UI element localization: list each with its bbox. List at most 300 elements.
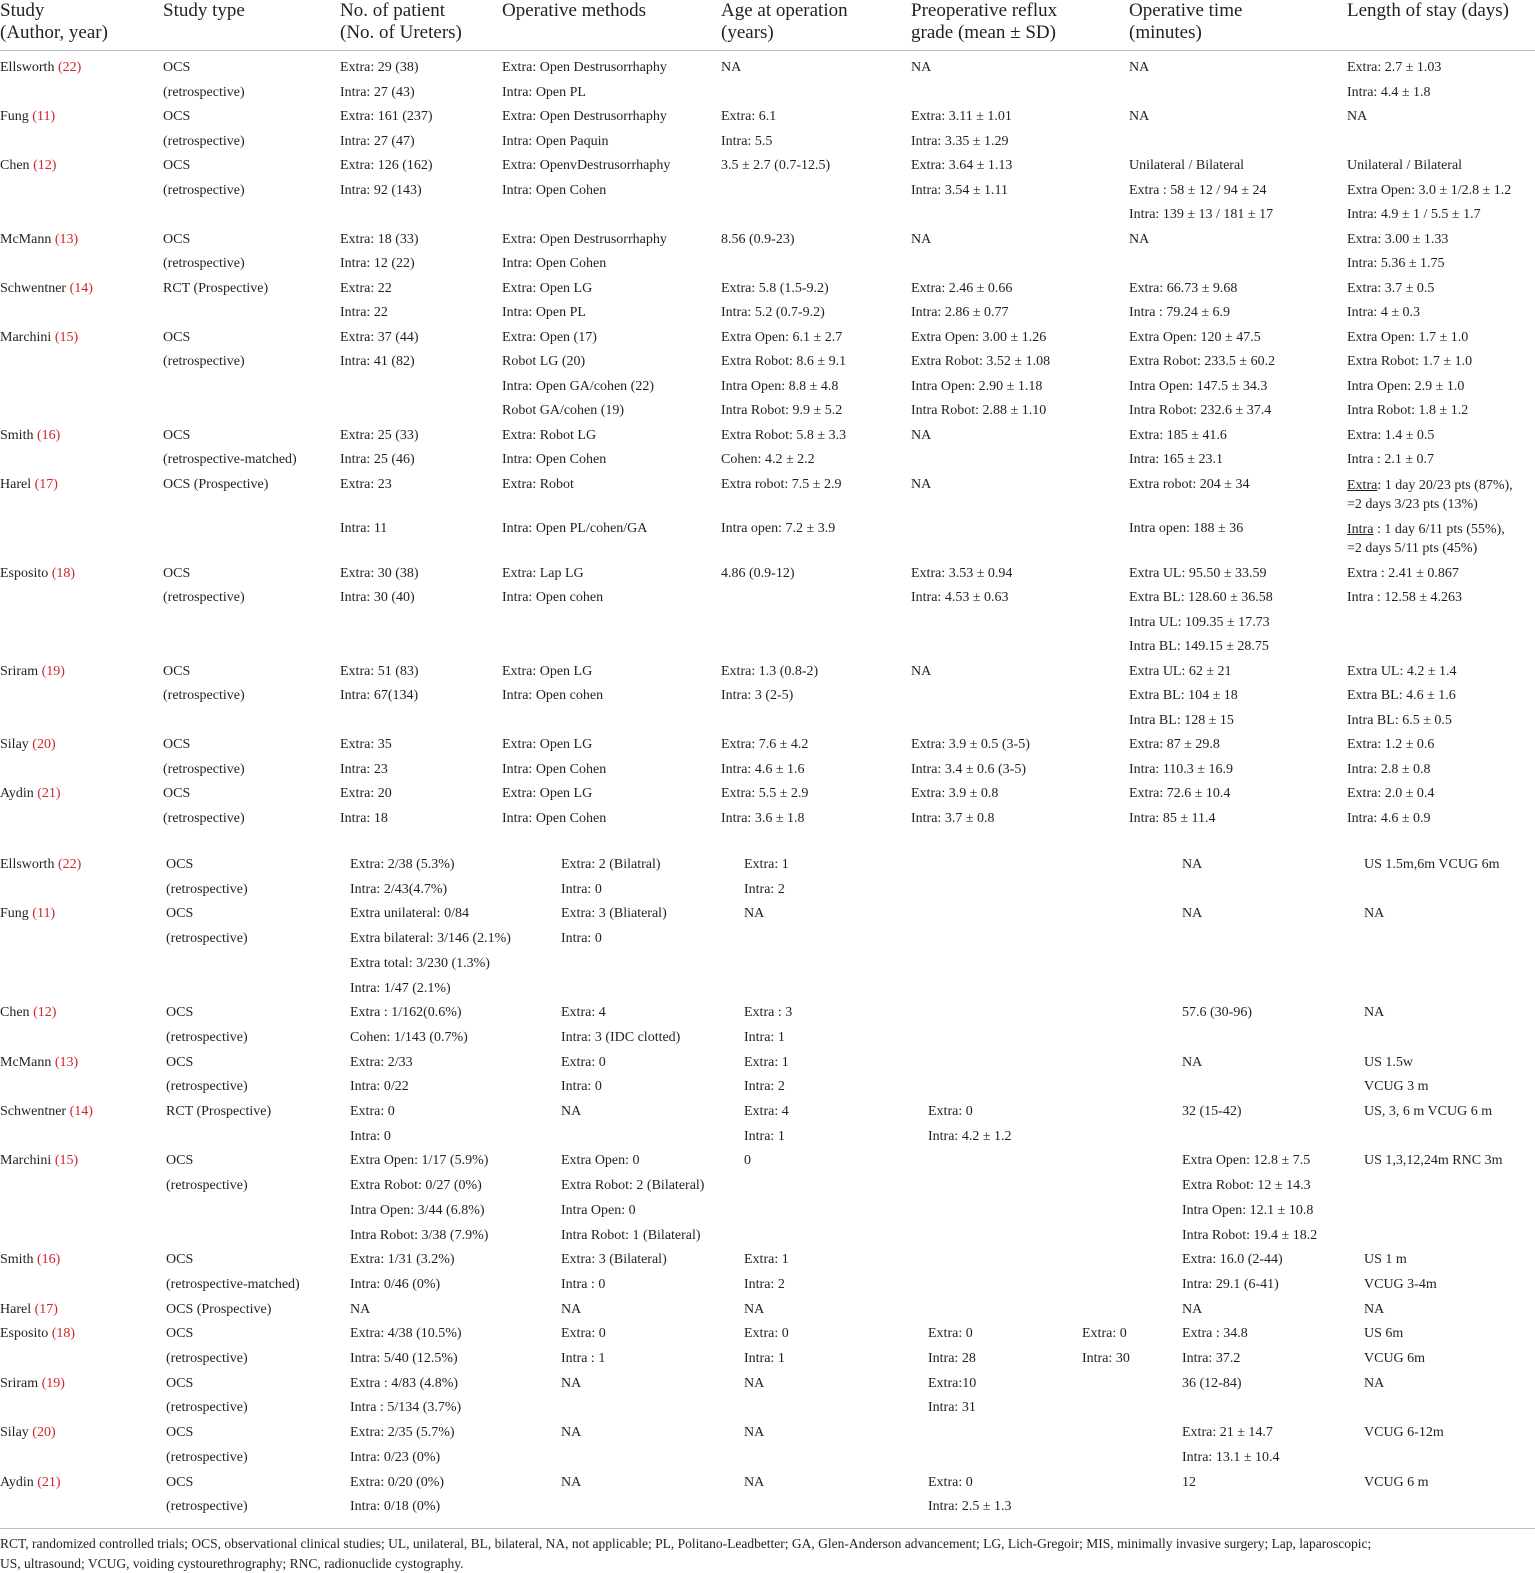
- study-type-cell-line: OCS: [163, 228, 340, 253]
- table-row: [0, 902, 1535, 1001]
- study-ref-link[interactable]: (22): [58, 60, 81, 75]
- value-cell: [561, 1001, 744, 1050]
- value-cell-line: Extra: 0: [561, 1322, 744, 1347]
- value-cell-line: NA: [561, 1100, 744, 1125]
- value-cell-line: Extra: 1: [744, 853, 928, 878]
- study-cell: [0, 733, 163, 782]
- grade-cell-line: Intra: 2.86 ± 0.77: [911, 301, 1129, 326]
- study-ref-link[interactable]: (15): [55, 330, 78, 345]
- value-cell: [744, 1471, 928, 1520]
- value-cell: [928, 853, 1082, 902]
- stay-cell-line: Intra: 2.8 ± 0.8: [1347, 758, 1535, 783]
- patients-cell-line: Intra: 23: [340, 758, 502, 783]
- study-cell: [0, 51, 163, 106]
- study-type-cell-line: OCS: [166, 1248, 350, 1273]
- study-ref-link[interactable]: (21): [37, 1475, 60, 1490]
- methods-cell: [502, 562, 721, 660]
- study-type-cell-line: (retrospective): [166, 1495, 350, 1520]
- value-cell: [1182, 1149, 1364, 1248]
- value-cell: [1082, 1372, 1182, 1421]
- grade-cell: [911, 105, 1129, 154]
- value-cell-line: US 1.5w: [1364, 1051, 1535, 1076]
- value-cell-line: Intra: 0/46 (0%): [350, 1273, 561, 1298]
- time-cell: [1129, 326, 1347, 424]
- study-ref-link[interactable]: (21): [37, 786, 60, 801]
- stay-cell-line: [1347, 476, 1535, 495]
- value-cell: [561, 1471, 744, 1520]
- column-header: [340, 0, 502, 51]
- stay-cell-line: [1347, 520, 1535, 539]
- value-cell-line: US, 3, 6 m VCUG 6 m: [1364, 1100, 1535, 1125]
- stay-cell-line: Extra : 2.41 ± 0.867: [1347, 562, 1535, 587]
- grade-cell-line: Extra: 3.53 ± 0.94: [911, 562, 1129, 587]
- age-cell-line: Extra Robot: 5.8 ± 3.3: [721, 424, 911, 449]
- study-author: Fung: [0, 906, 29, 921]
- value-cell: [350, 1298, 561, 1323]
- grade-cell: [911, 562, 1129, 660]
- grade-cell-line: Intra Open: 2.90 ± 1.18: [911, 375, 1129, 400]
- study-ref-link[interactable]: (16): [37, 428, 60, 443]
- methods-cell: [502, 105, 721, 154]
- study-type-cell: [166, 1471, 350, 1520]
- time-cell: [1129, 562, 1347, 660]
- stay-cell: [1347, 326, 1535, 424]
- age-cell-line: Extra: 6.1: [721, 105, 911, 130]
- study-type-cell: [166, 1051, 350, 1100]
- value-cell-line: NA: [744, 902, 928, 927]
- age-cell-line: Intra: 5.2 (0.7-9.2): [721, 301, 911, 326]
- age-cell-line: Extra robot: 7.5 ± 2.9: [721, 473, 911, 498]
- value-cell-line: VCUG 6 m: [1364, 1471, 1535, 1496]
- time-cell-line: Extra BL: 104 ± 18: [1129, 684, 1347, 709]
- stay-cell-line: Extra: 2.0 ± 0.4: [1347, 782, 1535, 807]
- study-author: Aydin: [0, 1475, 34, 1490]
- study-type-cell: [166, 1248, 350, 1297]
- grade-cell: [911, 660, 1129, 734]
- value-cell: [1364, 853, 1535, 902]
- methods-cell-line: Extra: Open LG: [502, 782, 721, 807]
- patients-cell-line: Intra: 30 (40): [340, 586, 502, 611]
- patients-cell-line: Extra: 20: [340, 782, 502, 807]
- study-ref-link[interactable]: (13): [55, 232, 78, 247]
- study-type-cell-line: (retrospective): [166, 927, 350, 952]
- value-cell-line: Intra: 0: [561, 1075, 744, 1100]
- table-row: [0, 1100, 1535, 1149]
- study-ref-link[interactable]: (13): [55, 1055, 78, 1070]
- time-cell-line: NA: [1129, 228, 1347, 253]
- patients-cell-line: Extra: 161 (237): [340, 105, 502, 130]
- time-cell-line: Intra UL: 109.35 ± 17.73: [1129, 611, 1347, 636]
- value-cell: [1082, 1051, 1182, 1100]
- value-cell: [350, 1421, 561, 1470]
- column-header-line: Study type: [163, 0, 340, 22]
- patients-cell: [340, 782, 502, 831]
- value-cell: [1182, 1001, 1364, 1050]
- study-ref-link[interactable]: (17): [35, 1302, 58, 1317]
- table-row: [0, 1001, 1535, 1050]
- grade-cell-line: Intra: 3.54 ± 1.11: [911, 179, 1129, 204]
- time-cell-line: Extra UL: 62 ± 21: [1129, 660, 1347, 685]
- study-ref-link[interactable]: (12): [33, 1005, 56, 1020]
- value-cell: [744, 1372, 928, 1421]
- study-author: Schwentner: [0, 1104, 66, 1119]
- value-cell-line: Extra Open: 1/17 (5.9%): [350, 1149, 561, 1174]
- footnote-line: RCT, randomized controlled trials; OCS, observational clinical studies; UL, unilateral, BL, bilateral, NA, not applicable; PL, Politano-Leadbetter; GA, Glen-Anderson advancement; LG, Lich-Gregoir; MIS, minimally invasive surgery; Lap, laparoscopic;: [0, 1534, 1535, 1554]
- study-type-cell-line: (retrospective): [166, 1347, 350, 1372]
- table-row: [0, 517, 1535, 562]
- time-cell: [1129, 473, 1347, 517]
- value-cell: [350, 1051, 561, 1100]
- value-cell: [1182, 1100, 1364, 1149]
- study-type-cell-line: OCS: [163, 154, 340, 179]
- patients-cell-line: Extra: 23: [340, 473, 502, 498]
- value-cell: [1182, 1372, 1364, 1421]
- methods-cell-line: Extra: Open Destrusorrhaphy: [502, 56, 721, 81]
- grade-cell-line: Extra Robot: 3.52 ± 1.08: [911, 350, 1129, 375]
- value-cell: [561, 1051, 744, 1100]
- grade-cell-line: Intra: 4.53 ± 0.63: [911, 586, 1129, 611]
- study-cell: [0, 1149, 166, 1248]
- patients-cell-line: Extra: 29 (38): [340, 56, 502, 81]
- value-cell-line: Intra: 2: [744, 878, 928, 903]
- study-cell: [0, 1322, 166, 1371]
- value-cell: [561, 1298, 744, 1323]
- stay-cell: [1347, 782, 1535, 831]
- value-cell: [561, 902, 744, 1001]
- time-cell: [1129, 782, 1347, 831]
- patients-cell: [340, 473, 502, 517]
- value-cell: [1182, 1248, 1364, 1297]
- grade-cell-line: Extra: 2.46 ± 0.66: [911, 277, 1129, 302]
- column-header: [1347, 0, 1535, 51]
- value-cell-line: Extra : 34.8: [1182, 1322, 1364, 1347]
- value-cell: [928, 1149, 1082, 1248]
- methods-cell-line: Intra: Open Cohen: [502, 448, 721, 473]
- study-type-cell-line: (retrospective-matched): [166, 1273, 350, 1298]
- study-ref-link[interactable]: (11): [32, 906, 55, 921]
- value-cell: [744, 1001, 928, 1050]
- study-ref-link[interactable]: (18): [52, 566, 75, 581]
- age-cell-line: Cohen: 4.2 ± 2.2: [721, 448, 911, 473]
- stay-cell-line: Extra BL: 4.6 ± 1.6: [1347, 684, 1535, 709]
- grade-cell: [911, 326, 1129, 424]
- methods-cell-line: Extra: Open Destrusorrhaphy: [502, 228, 721, 253]
- age-cell-line: Intra: 3 (2-5): [721, 684, 911, 709]
- patients-cell: [340, 228, 502, 277]
- study-type-cell-line: (retrospective): [163, 807, 340, 832]
- grade-cell-line: Intra: 3.7 ± 0.8: [911, 807, 1129, 832]
- study-ref-link[interactable]: (18): [52, 1326, 75, 1341]
- value-cell: [1364, 1372, 1535, 1421]
- age-cell: [721, 517, 911, 562]
- age-cell-line: Intra: 3.6 ± 1.8: [721, 807, 911, 832]
- study-cell: [0, 1001, 166, 1050]
- study-ref-link[interactable]: (11): [32, 109, 55, 124]
- stay-detail: : 1 day 20/23 pts (87%),: [1377, 478, 1512, 493]
- time-cell-line: Extra robot: 204 ± 34: [1129, 473, 1347, 498]
- value-cell: [1082, 1298, 1182, 1323]
- age-cell-line: 4.86 (0.9-12): [721, 562, 911, 587]
- study-type-cell-line: OCS: [166, 1051, 350, 1076]
- study-type-cell: [163, 562, 340, 660]
- patients-cell-line: Extra: 30 (38): [340, 562, 502, 587]
- value-cell: [1182, 1471, 1364, 1520]
- value-cell-line: US 1 m: [1364, 1248, 1535, 1273]
- value-cell: [1182, 902, 1364, 1001]
- study-ref-link[interactable]: (19): [42, 664, 65, 679]
- stay-cell: [1347, 733, 1535, 782]
- study-author: Sriram: [0, 1376, 38, 1391]
- time-cell-line: Extra: 185 ± 41.6: [1129, 424, 1347, 449]
- grade-cell: [911, 51, 1129, 106]
- grade-cell-line: Intra Robot: 2.88 ± 1.10: [911, 399, 1129, 424]
- time-cell: [1129, 228, 1347, 277]
- age-cell: [721, 660, 911, 734]
- stay-cell-line: Intra: 4 ± 0.3: [1347, 301, 1535, 326]
- column-header-line: Length of stay (days): [1347, 0, 1535, 22]
- methods-cell-line: Intra: Open Cohen: [502, 807, 721, 832]
- study-ref-link[interactable]: (17): [35, 477, 58, 492]
- age-cell: [721, 562, 911, 660]
- stay-cell-line: Intra Robot: 1.8 ± 1.2: [1347, 399, 1535, 424]
- study-author: Aydin: [0, 786, 34, 801]
- study-author: Ellsworth: [0, 857, 54, 872]
- stay-cell-line: Intra Open: 2.9 ± 1.0: [1347, 375, 1535, 400]
- value-cell-line: Intra: 0/22: [350, 1075, 561, 1100]
- value-cell: [561, 1372, 744, 1421]
- value-cell: [1082, 1100, 1182, 1149]
- value-cell: [744, 1149, 928, 1248]
- study-type-cell-line: OCS: [166, 902, 350, 927]
- empty-cell: [163, 517, 340, 562]
- patients-cell-line: Extra: 126 (162): [340, 154, 502, 179]
- study-cell: [0, 277, 163, 326]
- study-type-cell-line: (retrospective): [166, 1026, 350, 1051]
- stay-group-label: Intra: [1347, 522, 1373, 537]
- value-cell-line: Extra: 1/31 (3.2%): [350, 1248, 561, 1273]
- value-cell-line: Intra : 1: [561, 1347, 744, 1372]
- methods-cell-line: Extra: Lap LG: [502, 562, 721, 587]
- value-cell: [350, 1372, 561, 1421]
- study-ref-link[interactable]: (20): [32, 737, 55, 752]
- methods-cell-line: Robot LG (20): [502, 350, 721, 375]
- patients-cell-line: Intra: 11: [340, 517, 502, 542]
- patients-cell: [340, 51, 502, 106]
- value-cell-line: NA: [1182, 853, 1364, 878]
- time-cell-line: Intra: 110.3 ± 16.9: [1129, 758, 1347, 783]
- stay-cell-line: Extra Open: 1.7 ± 1.0: [1347, 326, 1535, 351]
- patients-cell-line: Intra: 22: [340, 301, 502, 326]
- value-cell: [928, 1471, 1082, 1520]
- stay-cell-line: Extra: 3.00 ± 1.33: [1347, 228, 1535, 253]
- value-cell: [744, 902, 928, 1001]
- study-cell: [0, 660, 163, 734]
- time-cell-line: Intra Open: 147.5 ± 34.3: [1129, 375, 1347, 400]
- value-cell-line: Intra: 31: [928, 1396, 1082, 1421]
- value-cell-line: Extra: 1: [744, 1248, 928, 1273]
- study-ref-link[interactable]: (15): [55, 1153, 78, 1168]
- value-cell-line: Intra: 1: [744, 1347, 928, 1372]
- study-ref-link[interactable]: (19): [42, 1376, 65, 1391]
- grade-cell-line: NA: [911, 56, 1129, 81]
- study-type-cell: [163, 424, 340, 473]
- value-cell: [1082, 1322, 1182, 1371]
- methods-cell-line: Robot GA/cohen (19): [502, 399, 721, 424]
- study-author: Chen: [0, 158, 30, 173]
- age-cell-line: Extra: 7.6 ± 4.2: [721, 733, 911, 758]
- value-cell: [744, 853, 928, 902]
- stay-cell-line: =2 days 5/11 pts (45%): [1347, 539, 1535, 558]
- column-header-line: Preoperative reflux: [911, 0, 1129, 22]
- value-cell-line: Cohen: 1/143 (0.7%): [350, 1026, 561, 1051]
- value-cell: [1082, 902, 1182, 1001]
- methods-cell-line: Intra: Open GA/cohen (22): [502, 375, 721, 400]
- value-cell: [1182, 1298, 1364, 1323]
- methods-cell-line: Intra: Open PL: [502, 81, 721, 106]
- stay-cell-line: Extra Open: 3.0 ± 1/2.8 ± 1.2: [1347, 179, 1535, 204]
- complications-table: [0, 853, 1535, 1520]
- value-cell: [1082, 1248, 1182, 1297]
- grade-cell-line: Intra: 3.4 ± 0.6 (3-5): [911, 758, 1129, 783]
- column-header: [502, 0, 721, 51]
- value-cell: [1364, 902, 1535, 1001]
- stay-cell-line: Intra: 4.6 ± 0.9: [1347, 807, 1535, 832]
- study-type-cell: [163, 733, 340, 782]
- value-cell: [1082, 1471, 1182, 1520]
- stay-cell-line: Intra: 4.4 ± 1.8: [1347, 81, 1535, 106]
- table-row: [0, 660, 1535, 734]
- value-cell: [561, 1322, 744, 1371]
- patients-cell-line: Extra: 37 (44): [340, 326, 502, 351]
- methods-cell-line: Extra: Open Destrusorrhaphy: [502, 105, 721, 130]
- study-ref-link[interactable]: (20): [32, 1425, 55, 1440]
- value-cell-line: Intra: 2.5 ± 1.3: [928, 1495, 1082, 1520]
- age-cell-line: Extra: 5.5 ± 2.9: [721, 782, 911, 807]
- value-cell: [350, 1149, 561, 1248]
- study-type-cell: [166, 1372, 350, 1421]
- patients-cell-line: Extra: 18 (33): [340, 228, 502, 253]
- table-row: [0, 424, 1535, 473]
- grade-cell-line: NA: [911, 660, 1129, 685]
- value-cell-line: NA: [561, 1372, 744, 1397]
- study-type-cell-line: OCS (Prospective): [163, 473, 340, 498]
- study-cell: [0, 1248, 166, 1297]
- grade-cell: [911, 473, 1129, 517]
- value-cell-line: Extra: 0: [1082, 1322, 1182, 1347]
- value-cell-line: Extra: 2/35 (5.7%): [350, 1421, 561, 1446]
- stay-cell: [1347, 473, 1535, 517]
- patients-cell-line: Extra: 51 (83): [340, 660, 502, 685]
- grade-cell-line: Extra: 3.9 ± 0.8: [911, 782, 1129, 807]
- study-ref-link[interactable]: (14): [70, 1104, 93, 1119]
- stay-cell-line: Extra Robot: 1.7 ± 1.0: [1347, 350, 1535, 375]
- grade-cell-line: Extra: 3.11 ± 1.01: [911, 105, 1129, 130]
- value-cell-line: Extra: 0: [928, 1100, 1082, 1125]
- age-cell-line: Intra: 5.5: [721, 130, 911, 155]
- table-body: [0, 51, 1535, 832]
- table-row: [0, 1322, 1535, 1371]
- value-cell: [1364, 1421, 1535, 1470]
- value-cell: [928, 1051, 1082, 1100]
- time-cell-line: Intra: 139 ± 13 / 181 ± 17: [1129, 203, 1347, 228]
- methods-cell-line: Extra: Open LG: [502, 277, 721, 302]
- table-row: [0, 154, 1535, 228]
- study-type-cell-line: (retrospective): [166, 1446, 350, 1471]
- value-cell-line: 12: [1182, 1471, 1364, 1496]
- study-author: Fung: [0, 109, 29, 124]
- value-cell-line: Intra : 5/134 (3.7%): [350, 1396, 561, 1421]
- study-ref-link[interactable]: (22): [58, 857, 81, 872]
- value-cell-line: Intra Robot: 1 (Bilateral): [561, 1224, 744, 1249]
- value-cell-line: Extra: 4: [744, 1100, 928, 1125]
- study-type-cell-line: (retrospective): [163, 586, 340, 611]
- time-cell: [1129, 660, 1347, 734]
- column-header-line: (No. of Ureters): [340, 22, 502, 44]
- patients-cell-line: Intra: 92 (143): [340, 179, 502, 204]
- patients-cell-line: Intra: 41 (82): [340, 350, 502, 375]
- value-cell-line: Extra Robot: 0/27 (0%): [350, 1174, 561, 1199]
- value-cell-line: NA: [744, 1372, 928, 1397]
- methods-cell: [502, 473, 721, 517]
- study-ref-link[interactable]: (12): [33, 158, 56, 173]
- column-header: [1129, 0, 1347, 51]
- value-cell-line: NA: [561, 1298, 744, 1323]
- table-row: [0, 1149, 1535, 1248]
- table-row: [0, 782, 1535, 831]
- value-cell-line: NA: [561, 1471, 744, 1496]
- value-cell: [1182, 1322, 1364, 1371]
- value-cell: [928, 1100, 1082, 1149]
- value-cell: [350, 1322, 561, 1371]
- value-cell-line: Extra Open: 0: [561, 1149, 744, 1174]
- study-type-cell-line: OCS: [166, 1421, 350, 1446]
- methods-cell-line: Extra: Robot: [502, 473, 721, 498]
- study-ref-link[interactable]: (14): [70, 281, 93, 296]
- value-cell-line: Intra Open: 12.1 ± 10.8: [1182, 1199, 1364, 1224]
- study-ref-link[interactable]: (16): [37, 1252, 60, 1267]
- study-author: Esposito: [0, 566, 48, 581]
- age-cell-line: Intra Robot: 9.9 ± 5.2: [721, 399, 911, 424]
- study-cell: [0, 902, 166, 1001]
- column-header-line: Age at operation: [721, 0, 911, 22]
- study-type-cell-line: (retrospective): [163, 684, 340, 709]
- study-type-cell: [166, 902, 350, 1001]
- study-cell: [0, 562, 163, 660]
- age-cell-line: Intra: 4.6 ± 1.6: [721, 758, 911, 783]
- age-cell: [721, 154, 911, 228]
- study-type-cell-line: (retrospective-matched): [163, 448, 340, 473]
- value-cell-line: Extra: 21 ± 14.7: [1182, 1421, 1364, 1446]
- value-cell: [928, 902, 1082, 1001]
- study-type-cell-line: OCS: [163, 424, 340, 449]
- stay-cell: [1347, 660, 1535, 734]
- value-cell-line: Extra: 4: [561, 1001, 744, 1026]
- grade-cell-line: NA: [911, 424, 1129, 449]
- value-cell-line: Intra: 29.1 (6-41): [1182, 1273, 1364, 1298]
- table-header: [0, 0, 1535, 51]
- column-header: [721, 0, 911, 51]
- column-header: [911, 0, 1129, 51]
- stay-cell: [1347, 562, 1535, 660]
- study-author: Silay: [0, 1425, 29, 1440]
- value-cell-line: US 1,3,12,24m RNC 3m: [1364, 1149, 1535, 1174]
- stay-cell-line: Intra : 2.1 ± 0.7: [1347, 448, 1535, 473]
- value-cell-line: NA: [744, 1298, 928, 1323]
- value-cell-line: 36 (12-84): [1182, 1372, 1364, 1397]
- methods-cell-line: Extra: Open LG: [502, 660, 721, 685]
- stay-group-label: Extra: [1347, 478, 1377, 493]
- patients-cell-line: Intra: 12 (22): [340, 252, 502, 277]
